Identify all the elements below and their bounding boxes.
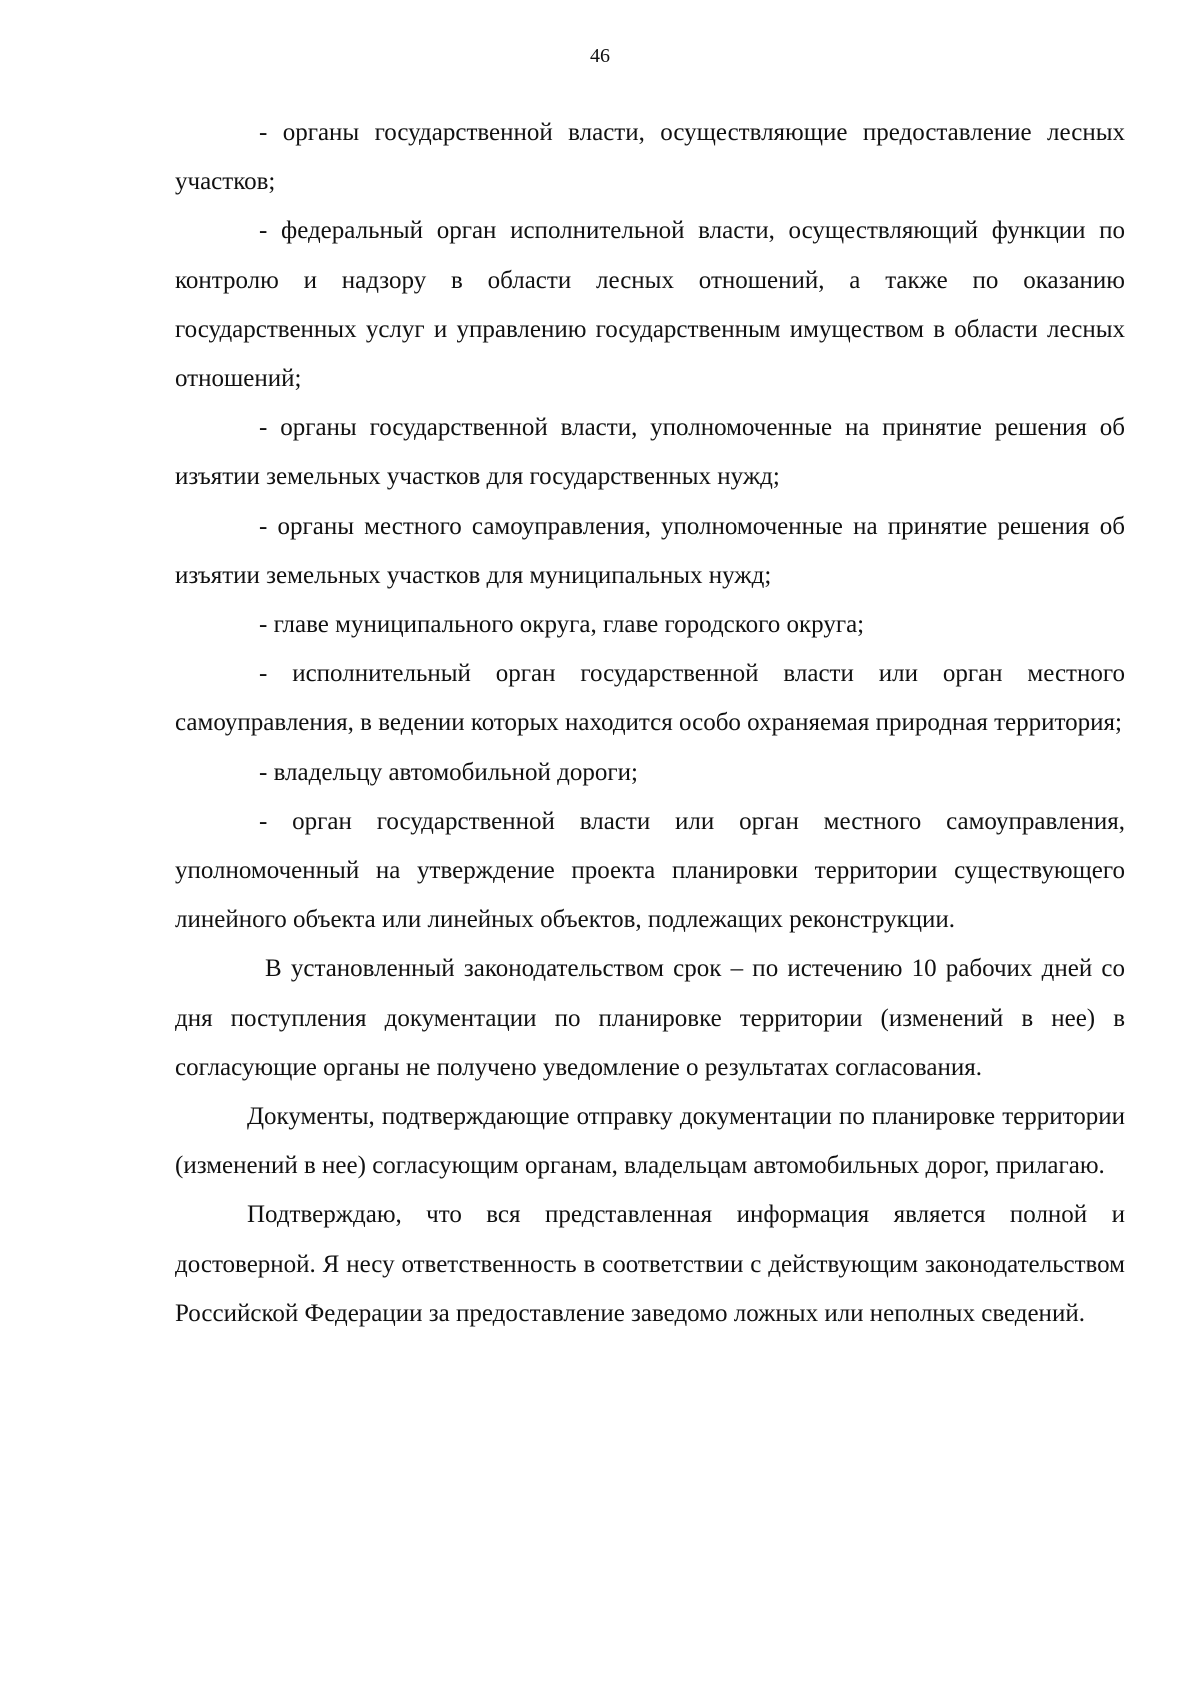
paragraph-attached-documents: Документы, подтверждающие отправку документации по планировке территории (изменений в нее) согласующим органам, владельцам автомобильных дорог, прилагаю.	[175, 1103, 1125, 1180]
list-item-protected-territory-authority: - исполнительный орган государственной власти или орган местного самоуправления, в ведении которых находится особо охраняемая природная территория;	[175, 660, 1125, 737]
list-item-forest-authorities: - органы государственной власти, осуществляющие предоставление лесных участков;	[175, 119, 1125, 196]
page-number: 46	[590, 45, 610, 67]
list-item-state-land-seizure: - органы государственной власти, уполномоченные на принятие решения об изъятии земельных участков для государственных нужд;	[175, 414, 1125, 491]
document-body	[175, 108, 1125, 1338]
list-item-federal-forest-authority: - федеральный орган исполнительной власти, осуществляющий функции по контролю и надзору в области лесных отношений, а также по оказанию государственных услуг и управлению государственным имуществом в области лесных отношений;	[175, 217, 1125, 393]
list-item-planning-approval-authority: - орган государственной власти или орган местного самоуправления, уполномоченный на утверждение проекта планировки территории существующего линейного объекта или линейных объектов, подлежащих реконструкции.	[175, 807, 1125, 934]
list-item-district-head: - главе муниципального округа, главе городского округа;	[259, 611, 865, 639]
list-item-road-owner: - владельцу автомобильной дороги;	[259, 758, 638, 786]
list-item-municipal-land-seizure: - органы местного самоуправления, уполномоченные на принятие решения об изъятии земельных участков для муниципальных нужд;	[175, 512, 1125, 589]
paragraph-deadline-statement: В установленный законодательством срок – по истечению 10 рабочих дней со дня поступления документации по планировке территории (изменений в нее) в согласующие органы не получено уведомление о результатах согласования.	[175, 955, 1125, 1081]
paragraph-confirmation: Подтверждаю, что вся представленная информация является полной и достоверной. Я несу ответственность в соответствии с действующим законодательством Российской Федерации за предоставление заведомо ложных или неполных сведений.	[175, 1201, 1125, 1327]
